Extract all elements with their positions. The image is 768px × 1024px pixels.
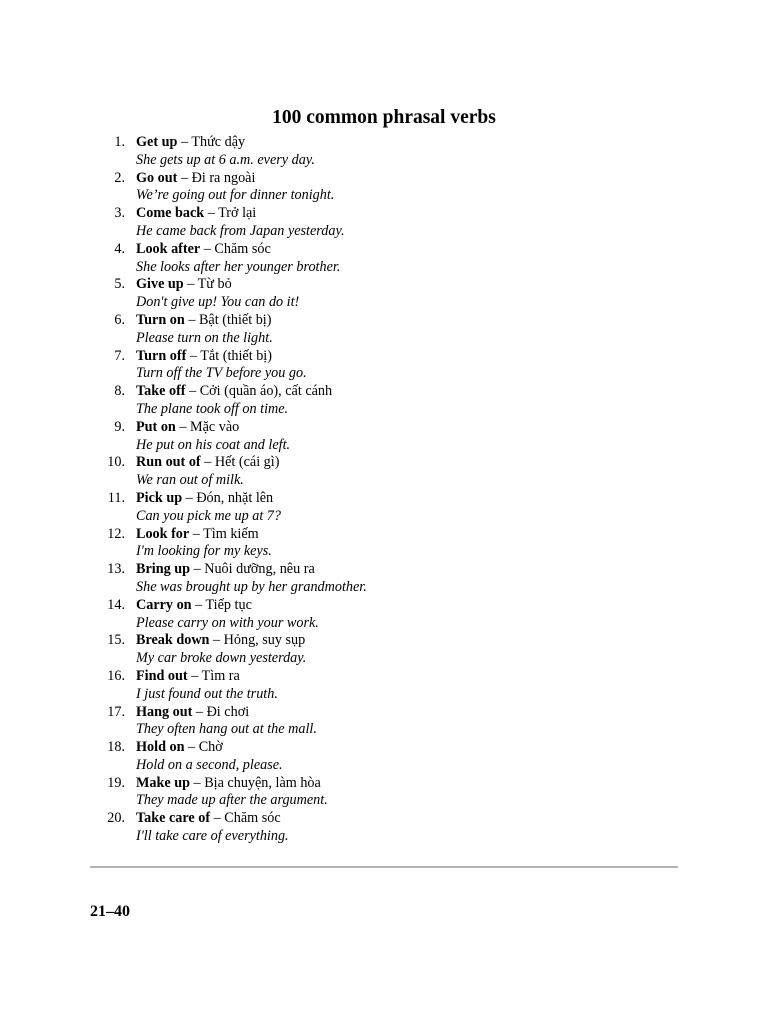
separator: – [175,418,190,435]
example-sentence: They often hang out at the mall. [136,721,317,738]
example-sentence: She gets up at 6 a.m. every day. [136,151,315,168]
divider [90,866,678,868]
item-number: 16. [107,667,125,684]
item-number: 1. [114,134,125,150]
vietnamese-meaning: Tắt (thiết bị) [200,347,272,364]
vietnamese-meaning: Chăm sóc [214,240,271,257]
example-sentence: My car broke down yesterday. [136,650,307,667]
item-number: 9. [114,418,125,435]
item-number: 7. [114,347,125,364]
example-sentence: Can you pick me up at 7? [136,507,281,524]
separator: – [191,596,206,613]
phrasal-verb-term: Put on [136,418,176,435]
phrasal-verb-term: Hold on [136,739,185,756]
phrasal-verb-term: Break down [136,632,210,649]
next-section-heading: 21–40 [90,903,130,920]
example-sentence: They made up after the argument. [136,792,328,809]
phrasal-verb-term: Go out [136,169,178,186]
item-number: 6. [114,311,125,328]
phrasal-verb-item [0,312,700,348]
example-sentence: Hold on a second, please. [136,756,283,773]
separator: – [189,525,204,542]
phrasal-verb-item [0,704,700,740]
item-number: 15. [107,632,125,649]
phrasal-verb-item [0,276,700,312]
example-sentence: I just found out the truth. [136,685,278,702]
separator: – [200,454,215,471]
separator: – [185,383,200,400]
separator: – [177,169,192,186]
phrasal-verb-term: Look after [136,240,201,257]
vietnamese-meaning: Từ bỏ [197,276,232,293]
phrasal-verb-term: Look for [136,525,190,542]
vietnamese-meaning: Đi ra ngoài [191,169,256,186]
vietnamese-meaning: Mặc vào [190,418,240,435]
separator: – [209,632,224,649]
vietnamese-meaning: Tìm kiếm [203,525,259,542]
item-number: 12. [107,525,125,542]
vietnamese-meaning: Nuôi dưỡng, nêu ra [204,561,315,578]
phrasal-verb-item [0,810,700,846]
vietnamese-meaning: Đón, nhặt lên [196,489,274,506]
phrasal-verb-term: Take off [136,383,186,400]
phrasal-verb-term: Turn on [136,311,185,328]
item-number: 5. [114,276,125,293]
phrasal-verb-term: Run out of [136,454,201,471]
phrasal-verb-item [0,348,700,384]
example-sentence: Don't give up! You can do it! [136,294,300,311]
separator: – [182,489,197,506]
phrasal-verb-item [0,419,700,455]
item-number: 13. [107,561,125,578]
phrasal-verb-item [0,241,700,277]
phrasal-verb-item [0,597,700,633]
example-sentence: I'll take care of everything. [136,828,289,845]
item-number: 20. [107,810,125,827]
separator: – [183,276,198,293]
separator: – [184,311,199,328]
vietnamese-meaning: Thức dậy [191,134,246,150]
item-number: 14. [107,596,125,613]
phrasal-verb-list [0,134,700,846]
page-title: 100 common phrasal verbs [272,107,496,129]
vietnamese-meaning: Hết (cái gì) [214,454,280,471]
phrasal-verb-item [0,383,700,419]
phrasal-verb-item [0,632,700,668]
vietnamese-meaning: Chờ [198,739,223,756]
vietnamese-meaning: Bịa chuyện, làm hòa [204,774,321,791]
phrasal-verb-item [0,490,700,526]
phrasal-verb-term: Bring up [136,561,191,578]
example-sentence: He came back from Japan yesterday. [136,222,345,239]
example-sentence: She looks after her younger brother. [136,258,341,275]
item-number: 10. [107,454,125,471]
phrasal-verb-term: Give up [136,276,184,293]
example-sentence: Turn off the TV before you go. [136,365,307,382]
example-sentence: Please turn on the light. [136,329,273,346]
item-number: 19. [107,774,125,791]
separator: – [177,134,192,150]
item-number: 8. [114,383,125,400]
phrasal-verb-item [0,739,700,775]
vietnamese-meaning: Đi chơi [206,703,250,720]
phrasal-verb-term: Carry on [136,596,192,613]
example-sentence: He put on his coat and left. [136,436,291,453]
vietnamese-meaning: Tiếp tục [205,596,252,613]
item-number: 3. [114,205,125,222]
separator: – [187,667,202,684]
separator: – [210,810,225,827]
item-number: 17. [107,703,125,720]
phrasal-verb-item [0,454,700,490]
separator: – [200,240,215,257]
vietnamese-meaning: Hỏng, suy sụp [223,632,306,649]
separator: – [190,561,205,578]
separator: – [184,739,199,756]
phrasal-verb-item [0,561,700,597]
phrasal-verb-term: Get up [136,134,178,150]
separator: – [192,703,207,720]
example-sentence: Please carry on with your work. [136,614,319,631]
example-sentence: The plane took off on time. [136,400,289,417]
vietnamese-meaning: Chăm sóc [224,810,281,827]
phrasal-verb-item [0,134,700,170]
vietnamese-meaning: Bật (thiết bị) [198,311,272,328]
phrasal-verb-item [0,205,700,241]
phrasal-verb-term: Find out [136,667,188,684]
item-number: 4. [114,240,125,257]
phrasal-verb-term: Take care of [136,810,211,827]
item-number: 2. [114,169,125,186]
phrasal-verb-term: Turn off [136,347,187,364]
example-sentence: We ran out of milk. [136,472,244,489]
phrasal-verb-term: Hang out [136,703,193,720]
separator: – [190,774,205,791]
phrasal-verb-term: Pick up [136,489,183,506]
vietnamese-meaning: Tìm ra [201,667,240,684]
vietnamese-meaning: Trở lại [218,205,257,222]
phrasal-verb-item [0,775,700,811]
example-sentence: I'm looking for my keys. [136,543,272,560]
vietnamese-meaning: Cởi (quần áo), cất cánh [199,383,333,400]
phrasal-verb-term: Come back [136,205,205,222]
phrasal-verb-term: Make up [136,774,190,791]
example-sentence: We’re going out for dinner tonight. [136,187,335,204]
example-sentence: She was brought up by her grandmother. [136,578,367,595]
separator: – [186,347,201,364]
item-number: 18. [107,739,125,756]
item-number: 11. [107,489,125,506]
phrasal-verb-item [0,526,700,562]
phrasal-verb-item [0,668,700,704]
separator: – [204,205,219,222]
phrasal-verb-item [0,170,700,206]
